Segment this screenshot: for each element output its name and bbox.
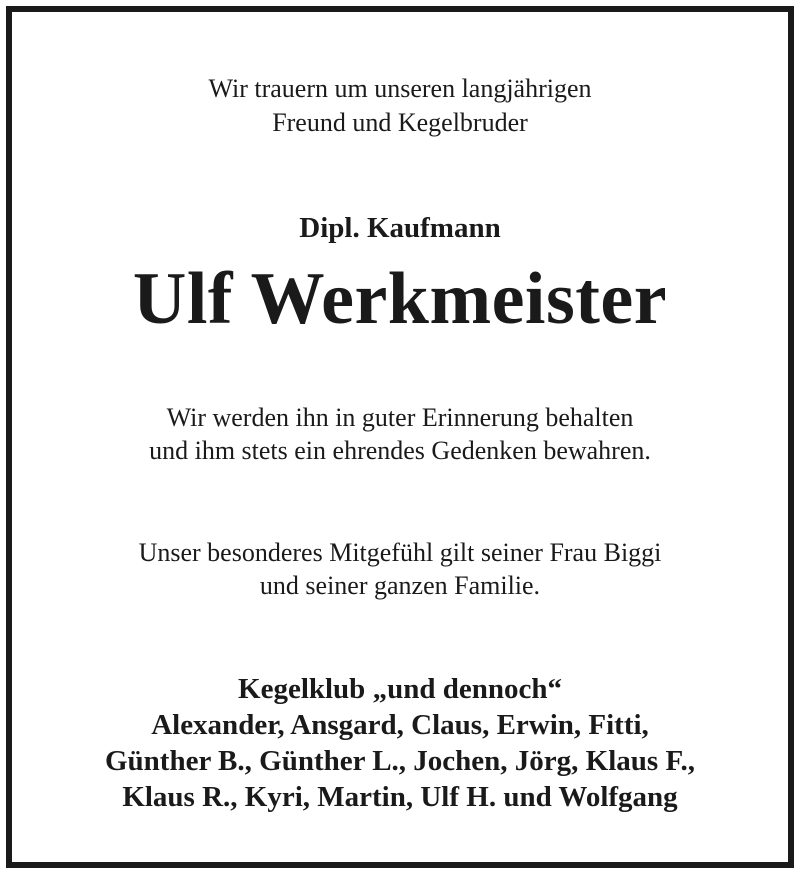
deceased-title: Dipl. Kaufmann	[299, 212, 501, 244]
intro-line-2: Freund und Kegelbruder	[272, 108, 528, 137]
memory-text	[12, 401, 788, 467]
sympathy-line-1: Unser besonderes Mitgefühl gilt seiner Frau Biggi	[138, 538, 662, 567]
memory-line-1: Wir werden ihn in guter Erinnerung behalten	[166, 403, 634, 432]
signatories-line-3: Klaus R., Kyri, Martin, Ulf H. und Wolfgang	[122, 781, 678, 813]
signatories-block	[12, 671, 788, 815]
sympathy-text	[12, 536, 788, 602]
intro-line-1: Wir trauern um unseren langjährigen	[208, 74, 592, 103]
obituary-frame	[6, 6, 794, 868]
signatories-line-2: Günther B., Günther L., Jochen, Jörg, Klaus F.,	[104, 745, 696, 777]
intro-text	[12, 72, 788, 140]
club-name: Kegelklub „und dennoch“	[238, 673, 562, 705]
deceased-name: Ulf Werkmeister	[132, 258, 668, 340]
signatories-line-1: Alexander, Ansgard, Claus, Erwin, Fitti,	[151, 709, 649, 741]
memory-line-2: und ihm stets ein ehrendes Gedenken bewahren.	[149, 436, 651, 465]
sympathy-line-2: und seiner ganzen Familie.	[259, 571, 541, 600]
